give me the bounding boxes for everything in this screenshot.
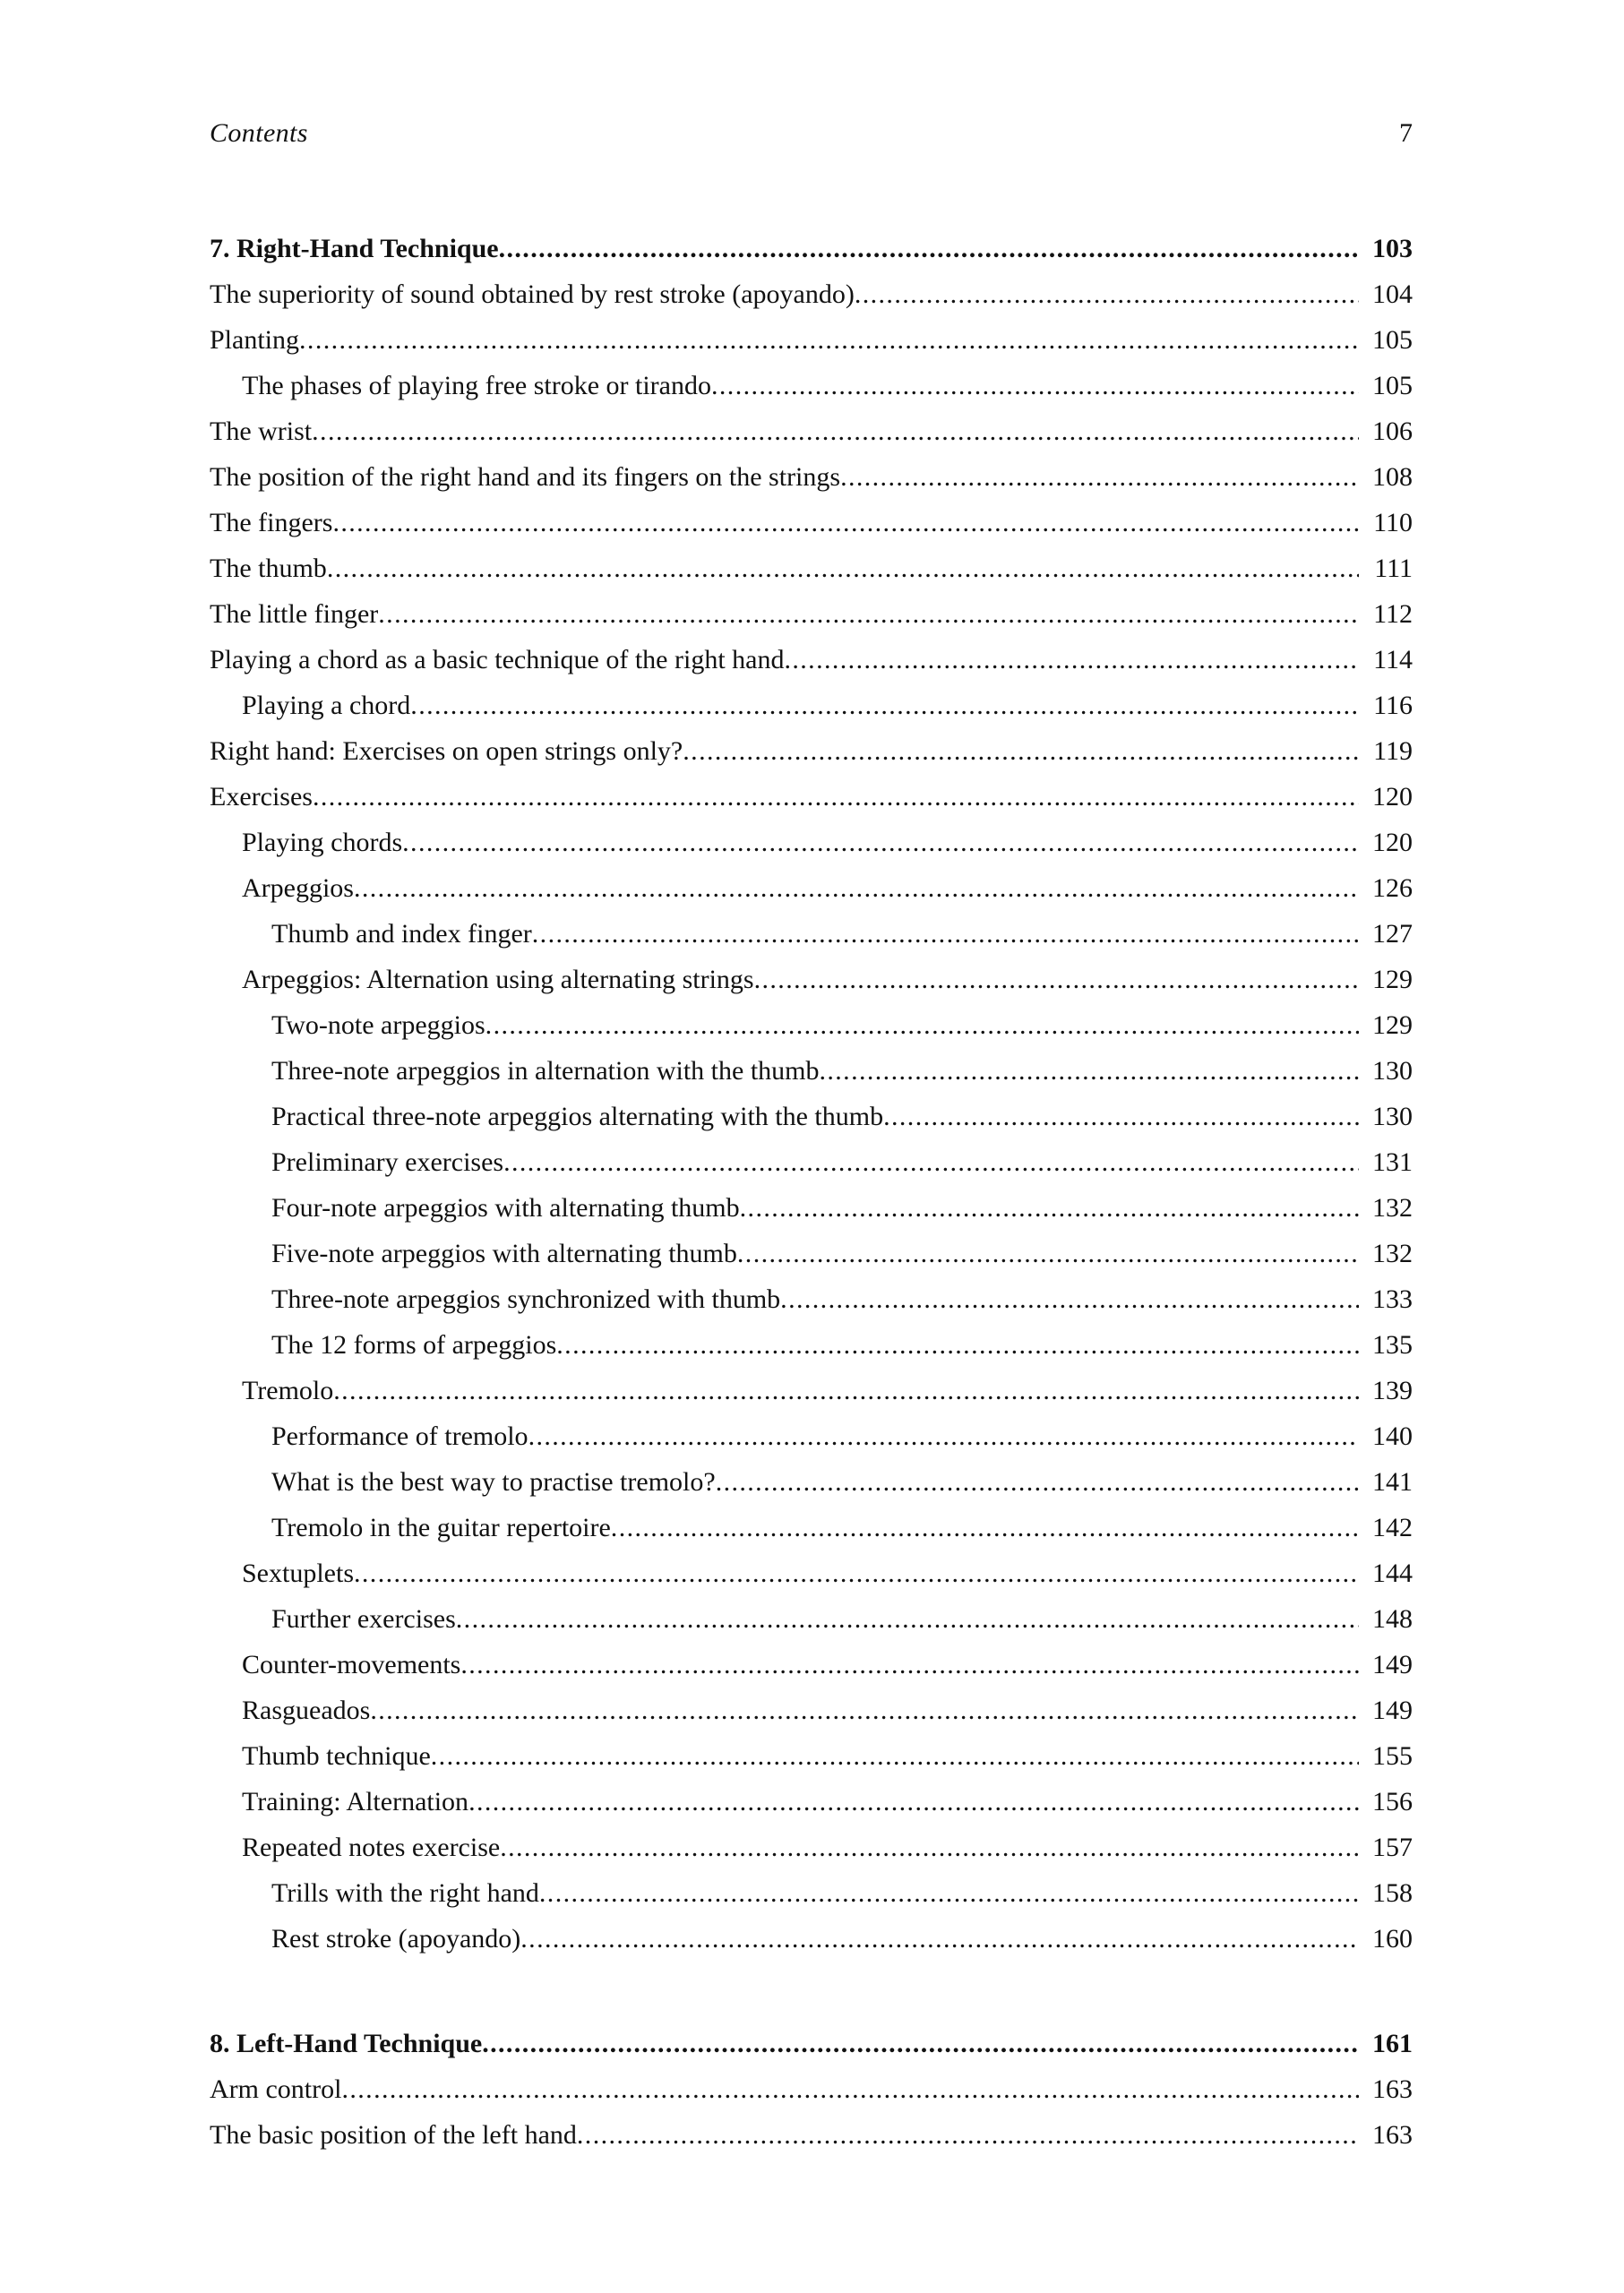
- toc-leader-dots: [683, 738, 1359, 765]
- toc-leader-dots: [460, 1652, 1359, 1679]
- toc-leader-dots: [855, 281, 1359, 308]
- toc-entry[interactable]: [210, 2112, 1413, 2158]
- toc-entry-page-number: 132: [1372, 1239, 1413, 1268]
- toc-entry-label: Arm control: [210, 2074, 342, 2104]
- toc-entry-label: Thumb and index finger: [271, 919, 532, 949]
- toc-leader-dots: [354, 875, 1359, 902]
- toc-entry-label: The basic position of the left hand: [210, 2120, 577, 2150]
- toc-entry-label: Three-note arpeggios synchronized with thumb: [271, 1284, 781, 1314]
- toc-leader-dots: [468, 1789, 1359, 1816]
- toc-entry[interactable]: [210, 1094, 1413, 1139]
- toc-entry-label: Further exercises: [271, 1604, 456, 1634]
- toc-leader-dots: [539, 1880, 1359, 1907]
- toc-entry[interactable]: [210, 1231, 1413, 1276]
- toc-entry-label: Five-note arpeggios with alternating thumb: [271, 1239, 737, 1268]
- toc-entry-page-number: 158: [1372, 1878, 1413, 1908]
- toc-leader-dots: [503, 1149, 1359, 1176]
- toc-leader-dots: [370, 1697, 1359, 1724]
- toc-leader-dots: [840, 464, 1359, 491]
- toc-entry[interactable]: [210, 1688, 1413, 1733]
- toc-entry[interactable]: [210, 500, 1413, 545]
- toc-entry-page-number: 120: [1372, 828, 1413, 857]
- toc-entry[interactable]: [210, 1596, 1413, 1642]
- toc-entry[interactable]: [210, 683, 1413, 728]
- toc-entry-page-number: 142: [1372, 1513, 1413, 1542]
- toc-entry[interactable]: [210, 591, 1413, 637]
- toc-leader-dots: [556, 1332, 1359, 1359]
- toc-entry-label: Practical three-note arpeggios alternating with the thumb: [271, 1102, 884, 1131]
- toc-entry-page-number: 163: [1372, 2074, 1413, 2104]
- toc-entry[interactable]: [210, 1642, 1413, 1688]
- toc-entry-label: Two-note arpeggios: [271, 1010, 485, 1040]
- toc-leader-dots: [577, 2122, 1359, 2149]
- toc-entry-label: The wrist: [210, 417, 313, 446]
- toc-entry-page-number: 105: [1372, 325, 1413, 355]
- toc-entry[interactable]: [210, 1733, 1413, 1779]
- toc-entry-label: Planting: [210, 325, 300, 355]
- toc-entry-label: 8. Left-Hand Technique: [210, 2029, 483, 2058]
- toc-leader-dots: [410, 692, 1359, 719]
- toc-entry[interactable]: [210, 2066, 1413, 2112]
- toc-entry-page-number: 116: [1373, 691, 1413, 720]
- toc-entry-label: Arpeggios: [242, 873, 354, 903]
- toc-entry[interactable]: [210, 1139, 1413, 1185]
- toc-entry[interactable]: [210, 271, 1413, 317]
- toc-entry-label: Three-note arpeggios in alternation with the thumb: [271, 1056, 820, 1086]
- toc-leader-dots: [883, 1104, 1359, 1130]
- toc-entry-page-number: 105: [1372, 371, 1413, 400]
- toc-entry-page-number: 161: [1372, 2029, 1413, 2058]
- toc-entry-page-number: 104: [1372, 279, 1413, 309]
- toc-leader-dots: [482, 2031, 1359, 2057]
- toc-entry-page-number: 106: [1372, 417, 1413, 446]
- toc-entry[interactable]: [210, 408, 1413, 454]
- toc-leader-dots: [716, 1469, 1359, 1496]
- toc-leader-dots: [500, 1834, 1359, 1861]
- toc-entry-label: Thumb technique: [242, 1741, 431, 1771]
- toc-entry-page-number: 131: [1372, 1147, 1413, 1177]
- toc-entry-page-number: 130: [1372, 1056, 1413, 1086]
- toc-leader-dots: [737, 1241, 1359, 1267]
- toc-entry-label: The little finger: [210, 599, 379, 629]
- toc-entry-page-number: 135: [1372, 1330, 1413, 1360]
- toc-entry[interactable]: [210, 1276, 1413, 1322]
- toc-entry-label: The superiority of sound obtained by rest stroke (apoyando): [210, 279, 855, 309]
- toc-entry-page-number: 144: [1372, 1559, 1413, 1588]
- toc-entry[interactable]: [210, 1048, 1413, 1094]
- toc-entry-label: Playing chords: [242, 828, 403, 857]
- toc-leader-dots: [456, 1606, 1359, 1633]
- toc-entry[interactable]: [210, 1459, 1413, 1505]
- toc-entry-label: Exercises: [210, 782, 313, 812]
- toc-entry-label: Training: Alternation: [242, 1787, 469, 1816]
- toc-entry[interactable]: [210, 1825, 1413, 1870]
- toc-leader-dots: [520, 1926, 1359, 1953]
- running-head: [210, 118, 1413, 154]
- toc-leader-dots: [431, 1743, 1359, 1770]
- toc-leader-dots: [354, 1560, 1359, 1587]
- toc-entry[interactable]: [210, 911, 1413, 957]
- toc-entry-page-number: 139: [1372, 1376, 1413, 1405]
- toc-entry-label: The thumb: [210, 554, 327, 583]
- toc-leader-dots: [312, 418, 1359, 445]
- toc-entry-label: Repeated notes exercise: [242, 1833, 501, 1862]
- toc-entry-label: Preliminary exercises: [271, 1147, 504, 1177]
- toc-entry[interactable]: [210, 363, 1413, 408]
- toc-entry-page-number: 108: [1372, 462, 1413, 492]
- table-of-contents: [210, 226, 1413, 2158]
- toc-entry-page-number: 155: [1372, 1741, 1413, 1771]
- toc-entry[interactable]: [210, 774, 1413, 820]
- running-head-title: Contents: [210, 118, 308, 148]
- toc-entry-label: Tremolo: [242, 1376, 334, 1405]
- toc-leader-dots: [499, 236, 1359, 262]
- toc-chapter-entry[interactable]: [210, 2021, 1413, 2066]
- toc-entry-label: The position of the right hand and its fingers on the strings: [210, 462, 841, 492]
- toc-entry-page-number: 129: [1372, 1010, 1413, 1040]
- toc-entry-label: What is the best way to practise tremolo?: [271, 1467, 716, 1497]
- toc-leader-dots: [754, 966, 1359, 993]
- toc-entry-page-number: 149: [1372, 1696, 1413, 1725]
- toc-leader-dots: [327, 555, 1359, 582]
- toc-entry-page-number: 163: [1372, 2120, 1413, 2150]
- toc-entry[interactable]: [210, 454, 1413, 500]
- toc-entry-page-number: 148: [1372, 1604, 1413, 1634]
- toc-leader-dots: [819, 1058, 1359, 1085]
- toc-entry-page-number: 127: [1372, 919, 1413, 949]
- toc-entry-label: The phases of playing free stroke or tirando: [242, 371, 711, 400]
- toc-entry-page-number: 156: [1372, 1787, 1413, 1816]
- toc-entry-page-number: 114: [1373, 645, 1413, 674]
- toc-entry-label: The fingers: [210, 508, 333, 537]
- toc-entry-label: Tremolo in the guitar repertoire: [271, 1513, 611, 1542]
- toc-entry-page-number: 119: [1373, 736, 1413, 766]
- toc-entry-label: Four-note arpeggios with alternating thumb: [271, 1193, 740, 1223]
- toc-entry-page-number: 149: [1372, 1650, 1413, 1679]
- toc-entry-page-number: 112: [1373, 599, 1413, 629]
- toc-leader-dots: [333, 1378, 1359, 1404]
- toc-entry-page-number: 132: [1372, 1193, 1413, 1223]
- toc-entry[interactable]: [210, 1002, 1413, 1048]
- toc-entry[interactable]: [210, 1185, 1413, 1231]
- toc-leader-dots: [485, 1012, 1359, 1039]
- toc-entry[interactable]: [210, 1550, 1413, 1596]
- toc-entry[interactable]: [210, 545, 1413, 591]
- toc-leader-dots: [784, 647, 1359, 674]
- toc-entry[interactable]: [210, 1916, 1413, 1962]
- toc-entry-page-number: 141: [1372, 1467, 1413, 1497]
- toc-entry[interactable]: [210, 820, 1413, 865]
- toc-entry[interactable]: [210, 1368, 1413, 1413]
- toc-entry[interactable]: [210, 957, 1413, 1002]
- toc-entry[interactable]: [210, 637, 1413, 683]
- toc-chapter-entry[interactable]: [210, 226, 1413, 271]
- toc-entry[interactable]: [210, 865, 1413, 911]
- toc-entry[interactable]: [210, 1870, 1413, 1916]
- toc-entry-page-number: 160: [1372, 1924, 1413, 1954]
- toc-leader-dots: [711, 373, 1359, 399]
- toc-leader-dots: [740, 1195, 1359, 1222]
- toc-leader-dots: [332, 510, 1359, 537]
- toc-entry[interactable]: [210, 728, 1413, 774]
- toc-entry-page-number: 129: [1372, 965, 1413, 994]
- toc-leader-dots: [313, 784, 1359, 811]
- toc-entry-page-number: 140: [1372, 1421, 1413, 1451]
- toc-entry-page-number: 130: [1372, 1102, 1413, 1131]
- toc-entry-label: 7. Right-Hand Technique: [210, 234, 499, 263]
- page-number: 7: [1399, 118, 1413, 148]
- toc-entry-page-number: 111: [1374, 554, 1413, 583]
- toc-entry-label: Playing a chord: [242, 691, 411, 720]
- toc-entry[interactable]: [210, 1505, 1413, 1550]
- toc-entry-label: Rasgueados: [242, 1696, 371, 1725]
- toc-entry[interactable]: [210, 317, 1413, 363]
- toc-entry[interactable]: [210, 1413, 1413, 1459]
- toc-entry-label: Playing a chord as a basic technique of the right hand: [210, 645, 785, 674]
- toc-leader-dots: [378, 601, 1359, 628]
- toc-leader-dots: [528, 1423, 1359, 1450]
- toc-entry-label: The 12 forms of arpeggios: [271, 1330, 557, 1360]
- toc-entry-label: Sextuplets: [242, 1559, 354, 1588]
- toc-entry-label: Right hand: Exercises on open strings only?: [210, 736, 683, 766]
- toc-leader-dots: [780, 1286, 1359, 1313]
- toc-entry-label: Rest stroke (apoyando): [271, 1924, 521, 1954]
- toc-entry-page-number: 133: [1372, 1284, 1413, 1314]
- toc-leader-dots: [532, 921, 1359, 948]
- toc-leader-dots: [299, 327, 1359, 354]
- toc-entry[interactable]: [210, 1322, 1413, 1368]
- toc-leader-dots: [611, 1515, 1359, 1542]
- toc-entry-label: Arpeggios: Alternation using alternating strings: [242, 965, 754, 994]
- toc-entry-page-number: 103: [1372, 234, 1413, 263]
- toc-entry-page-number: 110: [1373, 508, 1413, 537]
- toc-leader-dots: [341, 2076, 1359, 2103]
- toc-leader-dots: [402, 829, 1359, 856]
- toc-entry[interactable]: [210, 1779, 1413, 1825]
- toc-entry-page-number: 157: [1372, 1833, 1413, 1862]
- toc-entry-label: Performance of tremolo: [271, 1421, 528, 1451]
- toc-entry-page-number: 126: [1372, 873, 1413, 903]
- toc-entry-label: Counter-movements: [242, 1650, 461, 1679]
- toc-entry-page-number: 120: [1372, 782, 1413, 812]
- toc-entry-label: Trills with the right hand: [271, 1878, 539, 1908]
